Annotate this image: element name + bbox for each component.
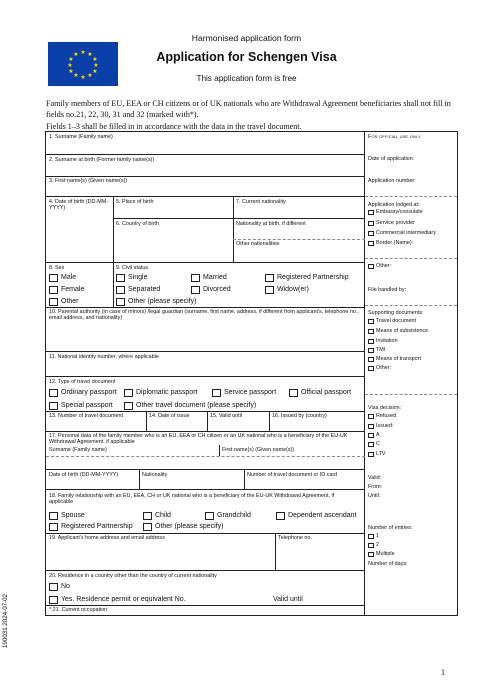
field-10-label: 10. Parental authority (in case of minors) /legal guardian (surname, first name, address, if different from applicant's, telephone no., email address, and nationality) [49, 309, 359, 322]
option-label: Spouse [61, 512, 85, 519]
option-label: Other: [376, 263, 391, 269]
harmonised-label: Harmonised application form [191, 33, 302, 43]
checkbox-icon[interactable] [289, 389, 298, 397]
row-divider [46, 307, 365, 308]
option-label: Special passport [61, 402, 113, 409]
official-use-column [365, 132, 457, 615]
svg-text:★: ★ [93, 62, 99, 69]
field-15-label: 15. Valid until [210, 413, 242, 419]
checkbox-icon[interactable] [49, 596, 58, 604]
checkbox-icon[interactable] [368, 424, 374, 429]
option-label: Means of transport [376, 356, 421, 362]
field-16-label: 16. Issued by (country) [272, 413, 327, 419]
doc-official-option[interactable] [289, 388, 351, 397]
row-divider [46, 469, 365, 470]
row-divider [46, 431, 365, 432]
option-label: TMI [376, 347, 386, 353]
option-label: Service passport [224, 389, 277, 396]
checkbox-icon[interactable] [49, 512, 58, 520]
row-divider [46, 570, 365, 571]
option-label: Other: [376, 365, 391, 371]
valid-until-label: Until: [368, 493, 381, 499]
doc-service-option[interactable] [212, 388, 276, 397]
col-divider [113, 262, 114, 307]
lodged-commercial-option[interactable] [368, 230, 436, 237]
col-divider [219, 445, 220, 456]
field-14-label: 14. Date of issue [149, 413, 190, 419]
option-label: No [61, 583, 70, 590]
rel-grandchild-option[interactable] [205, 511, 251, 520]
page-title: Application for Schengen Visa [156, 50, 337, 64]
option-label: Dependent ascendant [288, 512, 357, 519]
checkbox-icon[interactable] [368, 357, 374, 362]
checkbox-icon[interactable] [368, 348, 374, 353]
option-label: Issued: [376, 423, 394, 429]
rel-other-option[interactable] [143, 522, 223, 531]
page-number: 1 [441, 668, 445, 677]
row-divider [365, 394, 457, 395]
doc-other-option[interactable] [124, 401, 256, 410]
support-transport-option[interactable] [368, 356, 421, 363]
field-11-label: 11. National identity number, where applicable [49, 354, 159, 360]
field-7c-label: Other nationalities [236, 241, 280, 247]
option-label: C [376, 441, 380, 447]
checkbox-icon[interactable] [368, 210, 374, 215]
entries-1-option[interactable] [368, 533, 379, 540]
checkbox-icon[interactable] [205, 512, 214, 520]
lodged-provider-option[interactable] [368, 220, 415, 227]
option-label: Service provider [376, 220, 415, 226]
sex-male-option[interactable] [49, 273, 76, 282]
option-label: Travel document [376, 318, 416, 324]
support-travel-doc-option[interactable] [368, 318, 416, 325]
checkbox-icon[interactable] [368, 329, 374, 334]
checkbox-icon[interactable] [49, 274, 58, 282]
checkbox-icon[interactable] [368, 366, 374, 371]
row-divider [365, 305, 457, 306]
svg-text:★: ★ [92, 68, 98, 75]
residence-yes-option[interactable] [49, 595, 186, 604]
decision-ltv-option[interactable] [368, 451, 386, 458]
row-divider [46, 154, 365, 155]
form-code: 190031 2024-07-02 [2, 593, 9, 648]
option-label: Commercial intermediary [376, 230, 436, 236]
checkbox-icon[interactable] [49, 583, 58, 591]
svg-text:★: ★ [67, 62, 73, 69]
svg-text:★: ★ [73, 51, 79, 58]
field-21-label: * 21. Current occupation [49, 607, 108, 613]
field-4-label: 4. Date of birth (DD-MM-YYYY) [49, 199, 109, 212]
doc-ordinary-option[interactable] [49, 388, 117, 397]
field-18-label: 18. Family relationship with an EU, EEA, CH or UK national who is a beneficiary of the EU-UK Withdrawal Agreement, if applicable [49, 493, 335, 506]
option-label: A [376, 432, 380, 438]
row-divider [46, 196, 365, 197]
support-subsistence-option[interactable] [368, 328, 428, 335]
col-divider [139, 469, 140, 489]
visa-decision-label: Visa decision: [368, 405, 402, 411]
applicant-section [46, 132, 365, 615]
civil-other-option[interactable] [116, 297, 196, 306]
option-label: Married [203, 274, 227, 281]
option-label: 1 [376, 533, 379, 539]
field-17-label: 17. Personal data of the family member who is an EU, EEA or CH citizen or an UK national who is a beneficiary of the EU-UK Withdrawal Agreement, if applicable [49, 433, 348, 446]
option-label: Ordinary passport [61, 389, 117, 396]
rel-partnership-option[interactable] [49, 522, 133, 531]
checkbox-icon[interactable] [116, 274, 125, 282]
option-label: Single [128, 274, 148, 281]
application-form [45, 131, 458, 616]
checkbox-icon[interactable] [276, 512, 285, 520]
checkbox-icon[interactable] [49, 389, 58, 397]
checkbox-icon[interactable] [124, 389, 133, 397]
field-8-label: 8. Sex [49, 265, 65, 271]
decision-c-option[interactable] [368, 441, 380, 448]
field-3-label: 3. First name(s) (Given name(s)) [49, 178, 128, 184]
checkbox-icon[interactable] [143, 523, 152, 531]
lodged-border-option[interactable] [368, 240, 413, 247]
option-label: Separated [128, 286, 161, 293]
option-label: 2 [376, 542, 379, 548]
svg-text:★: ★ [80, 74, 86, 81]
option-label: Divorced [203, 286, 231, 293]
residence-valid-label [273, 595, 303, 604]
row-divider [233, 218, 365, 219]
checkbox-icon[interactable] [49, 402, 58, 410]
option-label: Grandchild [217, 512, 251, 519]
field-19-telephone-label: Telephone no. [278, 535, 312, 541]
row-divider [46, 489, 365, 490]
entries-multiple-option[interactable] [368, 551, 395, 558]
option-label: Means of subsistence [376, 328, 429, 334]
rel-child-option[interactable] [143, 511, 171, 520]
col-divider [146, 411, 147, 431]
field-5-label: 5. Place of birth [116, 199, 154, 205]
lodged-other-option[interactable] [368, 263, 391, 270]
option-label: Diplomatic passport [136, 389, 198, 396]
field-19-label: 19. Applicant's home address and email address [49, 535, 165, 541]
checkbox-icon[interactable] [368, 414, 374, 419]
checkbox-icon[interactable] [49, 286, 58, 294]
option-label: Multiple [376, 551, 395, 557]
supporting-docs-label: Supporting documents: [368, 310, 424, 316]
civil-divorced-option[interactable] [191, 285, 231, 294]
checkbox-icon[interactable] [368, 433, 374, 438]
rel-dependent-option[interactable] [276, 511, 357, 520]
checkbox-icon[interactable] [368, 221, 374, 226]
option-label: Official passport [301, 389, 352, 396]
civil-separated-option[interactable] [116, 285, 160, 294]
option-label: Refused [376, 413, 397, 419]
file-handled-label: File handled by: [368, 287, 407, 293]
option-label: Invitation [376, 338, 398, 344]
option-label: Other (please specify) [155, 523, 224, 530]
entries-label: Number of entries: [368, 525, 413, 531]
col-divider [233, 196, 234, 262]
svg-text:★: ★ [87, 51, 93, 58]
civil-partnership-option[interactable] [265, 273, 349, 282]
row-divider [46, 605, 365, 606]
svg-text:★: ★ [68, 56, 74, 63]
sex-female-option[interactable] [49, 285, 84, 294]
doc-diplomatic-option[interactable] [124, 388, 197, 397]
field-17-first-label: First name(s) (Given name(s)) [222, 447, 295, 453]
row-divider [113, 218, 233, 219]
row-divider [46, 411, 365, 412]
option-label: Female [61, 286, 85, 293]
svg-text:★: ★ [92, 56, 98, 63]
valid-label: Valid: [368, 475, 382, 481]
field-13-label: 13. Number of travel document [49, 413, 124, 419]
fields-note: Fields 1–3 shall be filled in in accordance with the data in the travel document. [46, 122, 302, 131]
decision-refused-option[interactable] [368, 413, 396, 420]
civil-single-option[interactable] [116, 273, 147, 282]
svg-text:★: ★ [80, 49, 86, 56]
row-divider [46, 262, 365, 263]
option-label: Registered Partnership [277, 274, 349, 281]
option-label: Other travel document (please specify) [136, 402, 257, 409]
checkbox-icon[interactable] [265, 274, 274, 282]
option-label: Valid until [273, 596, 303, 603]
checkbox-icon[interactable] [49, 523, 58, 531]
checkbox-icon[interactable] [116, 298, 125, 306]
svg-text:★: ★ [87, 72, 93, 79]
rel-spouse-option[interactable] [49, 511, 85, 520]
row-divider [46, 176, 365, 177]
checkbox-icon[interactable] [368, 452, 374, 457]
residence-no-option[interactable] [49, 582, 70, 591]
row-divider [46, 456, 365, 457]
support-other-option[interactable] [368, 365, 391, 372]
field-17-nationality-label: Nationality [142, 472, 168, 478]
support-invitation-option[interactable] [368, 338, 398, 345]
decision-issued-option[interactable] [368, 423, 393, 430]
official-use-heading: For official use only [368, 134, 421, 140]
days-label: Number of days: [368, 561, 408, 567]
col-divider [113, 196, 114, 262]
row-divider [46, 351, 365, 352]
checkbox-icon[interactable] [212, 389, 221, 397]
checkbox-icon[interactable] [368, 534, 374, 539]
date-of-application-label: Date of application: [368, 156, 415, 162]
row-divider [365, 196, 457, 197]
field-12-label: 12. Type of travel document [49, 379, 116, 385]
option-label: Embassy/consulate [376, 209, 423, 215]
option-label: Yes. Residence permit or equivalent No. [61, 596, 186, 603]
field-7b-label: Nationality at birth, if different [236, 221, 306, 227]
option-label: LTV [376, 451, 386, 457]
civil-married-option[interactable] [191, 273, 227, 282]
field-17-doc-label: Number of travel document or ID card [247, 472, 338, 478]
field-20-label: 20. Residence in a country other than the country of current nationality [49, 573, 217, 579]
checkbox-icon[interactable] [368, 543, 374, 548]
row-divider [233, 239, 365, 240]
support-tmi-option[interactable] [368, 347, 385, 354]
checkbox-icon[interactable] [143, 512, 152, 520]
valid-from-label: From: [368, 484, 383, 490]
decision-a-option[interactable] [368, 432, 380, 439]
checkbox-icon[interactable] [368, 241, 374, 246]
field-7-label: 7. Current nationality [236, 199, 286, 205]
checkbox-icon[interactable] [368, 264, 374, 269]
checkbox-icon[interactable] [191, 274, 200, 282]
option-label: Registered Partnership [61, 523, 133, 530]
col-divider [275, 533, 276, 570]
col-divider [244, 469, 245, 489]
col-divider [269, 411, 270, 431]
row-divider [46, 533, 365, 534]
field-9-label: 9. Civil status [116, 265, 149, 271]
civil-widow-option[interactable] [265, 285, 309, 294]
field-1-label: 1. Surname (Family name) [49, 134, 113, 140]
option-label: Other (please specify) [128, 298, 197, 305]
option-label: Border (Name): [376, 240, 414, 246]
application-number-label: Application number: [368, 178, 416, 184]
checkbox-icon[interactable] [191, 286, 200, 294]
sex-other-option[interactable] [49, 297, 79, 306]
col-divider [207, 411, 208, 431]
checkbox-icon[interactable] [116, 286, 125, 294]
lodged-at-label: Application lodged at: [368, 202, 420, 208]
checkbox-icon[interactable] [368, 339, 374, 344]
checkbox-icon[interactable] [124, 402, 133, 410]
row-divider [46, 376, 365, 377]
free-notice: This application form is free [196, 74, 297, 83]
option-label: Widow(er) [277, 286, 309, 293]
field-17-dob-label: Date of birth (DD-MM-YYYY) [49, 472, 119, 478]
lodged-embassy-option[interactable] [368, 209, 423, 216]
doc-special-option[interactable] [49, 401, 113, 410]
checkbox-icon[interactable] [368, 231, 374, 236]
checkbox-icon[interactable] [49, 298, 58, 306]
entries-2-option[interactable] [368, 542, 379, 549]
option-label: Male [61, 274, 77, 281]
checkbox-icon[interactable] [368, 552, 374, 557]
field-2-label: 2. Surname at birth (Former family name(s)) [49, 157, 155, 163]
svg-text:★: ★ [73, 72, 79, 79]
intro-text: Family members of EU, EEA or CH citizens or of UK nationals who are Withdrawal Agreement beneficiaries shall not fill in fields no.21, 22, 30, 31 and 32 (marked with*). [46, 99, 451, 119]
svg-text:★: ★ [68, 68, 74, 75]
checkbox-icon[interactable] [368, 319, 374, 324]
field-6-label: 6. Country of birth [116, 221, 159, 227]
field-17-surname-label: Surname (Family name) [49, 447, 107, 453]
option-label: Child [155, 512, 171, 519]
checkbox-icon[interactable] [368, 442, 374, 447]
option-label: Other [61, 298, 79, 305]
checkbox-icon[interactable] [265, 286, 274, 294]
row-divider [365, 258, 457, 259]
